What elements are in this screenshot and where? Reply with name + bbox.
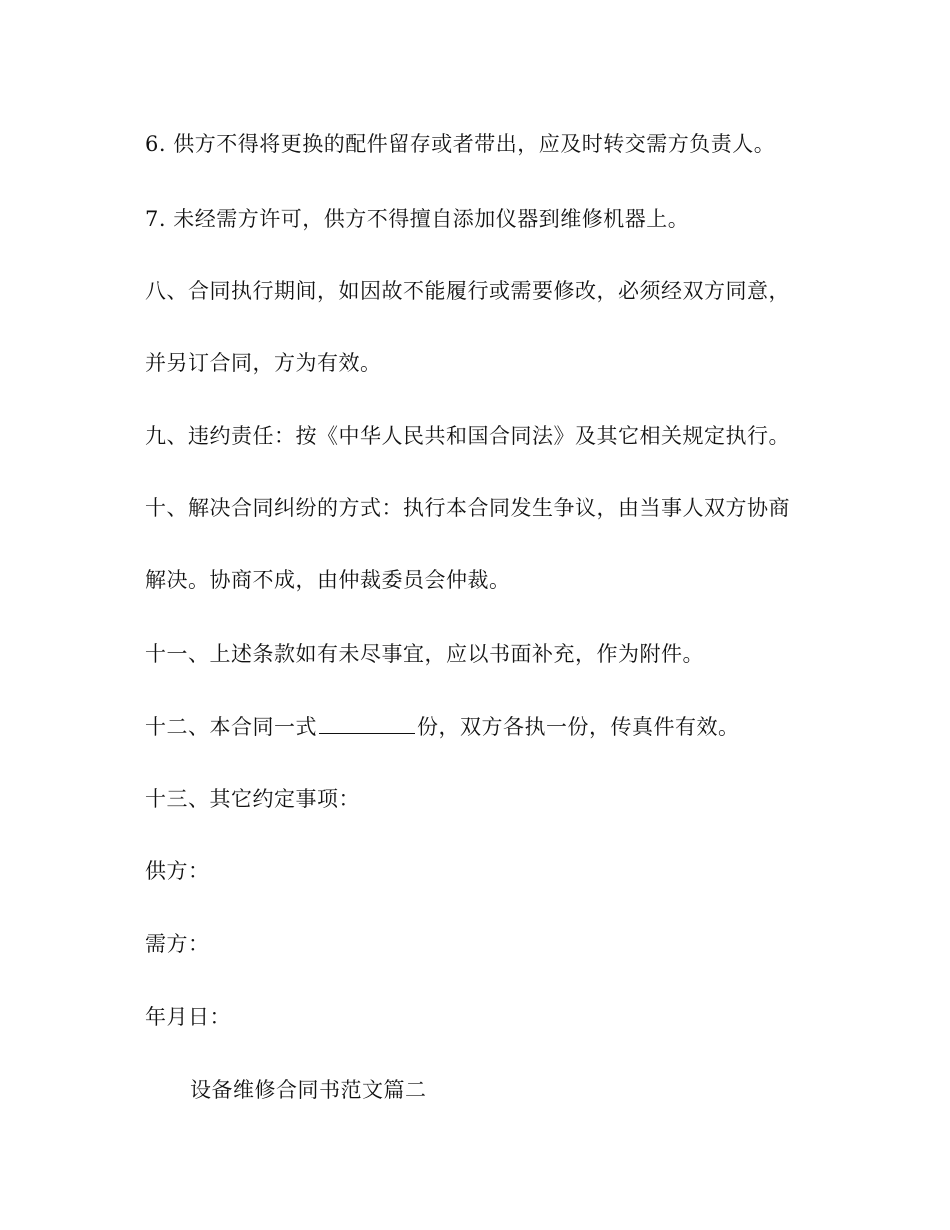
section-heading: 设备维修合同书范文篇二	[190, 1078, 427, 1102]
clause-13: 十三、其它约定事项：	[145, 787, 360, 811]
clause-11: 十一、上述条款如有未尽事宜，应以书面补充，作为附件。	[145, 642, 704, 666]
clause-12-before: 十二、本合同一式	[145, 715, 317, 739]
clause-12	[145, 713, 740, 741]
clause-8-line-2: 并另订合同，方为有效。	[145, 351, 382, 375]
clause-10-line-2: 解决。协商不成，由仲裁委员会仲裁。	[145, 568, 511, 592]
clause-9: 九、违约责任：按《中华人民共和国合同法》及其它相关规定执行。	[145, 424, 790, 448]
clause-8-line-1: 八、合同执行期间，如因故不能履行或需要修改，必须经双方同意，	[145, 279, 790, 303]
clause-10-line-1: 十、解决合同纠纷的方式：执行本合同发生争议，由当事人双方协商	[145, 496, 790, 520]
buyer-label: 需方：	[145, 932, 210, 956]
supplier-label: 供方：	[145, 859, 210, 883]
clause-12-after: 份，双方各执一份，传真件有效。	[417, 715, 740, 739]
clause-7: 7. 未经需方许可，供方不得擅自添加仪器到维修机器上。	[145, 207, 690, 231]
clause-6: 6. 供方不得将更换的配件留存或者带出，应及时转交需方负责人。	[145, 132, 776, 156]
date-label: 年月日：	[145, 1005, 231, 1029]
copies-blank-field	[319, 713, 415, 734]
